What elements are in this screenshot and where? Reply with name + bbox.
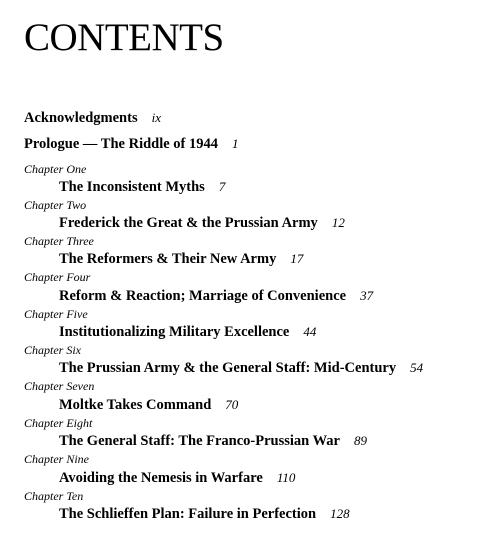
toc-entry-chapter-2 [59,214,345,232]
entry-page: ix [151,110,161,125]
entry-title: The Reformers & Their New Army [59,251,277,267]
toc-entry-chapter-7 [59,396,238,414]
page-title: CONTENTS [24,16,224,59]
entry-page: 37 [360,288,374,303]
entry-page: 12 [331,215,345,230]
chapter-label: Chapter Two [24,198,87,212]
entry-title: Prologue — The Riddle of 1944 [24,136,219,152]
toc-entry-chapter-9 [59,469,295,487]
chapter-label: Chapter Ten [24,489,84,503]
chapter-label: Chapter Nine [24,452,89,466]
toc-entry-chapter-10 [59,505,350,523]
entry-page: 89 [354,433,367,448]
entry-title: Reform & Reaction; Marriage of Convenience [59,288,347,304]
toc-entry-chapter-5 [59,323,316,341]
entry-title: Frederick the Great & the Prussian Army [59,215,318,231]
toc-entry-chapter-4 [59,287,373,305]
entry-page: 70 [225,397,239,412]
entry-page: 17 [290,251,304,266]
toc-entry-acknowledgments [24,109,161,127]
toc-entry-chapter-6 [59,359,423,377]
entry-page: 128 [330,506,350,521]
toc-entry-prologue [24,135,239,153]
entry-title: The Prussian Army & the General Staff: Mid-Century [59,360,397,376]
chapter-label: Chapter Eight [24,416,93,430]
entry-page: 110 [276,470,296,485]
entry-page: 7 [218,179,226,194]
entry-title: Avoiding the Nemesis in Warfare [59,470,263,486]
entry-title: Institutionalizing Military Excellence [59,324,290,340]
entry-title: Acknowledgments [24,110,138,126]
entry-page: 54 [410,360,424,375]
chapter-label: Chapter Three [24,234,94,248]
chapter-label: Chapter Seven [24,379,95,393]
entry-title: The Inconsistent Myths [59,179,205,195]
toc-entry-chapter-1 [59,178,225,196]
entry-page: 1 [232,136,239,151]
chapter-label: Chapter Four [24,270,91,284]
entry-title: Moltke Takes Command [59,397,212,413]
toc-entry-chapter-3 [59,250,303,268]
toc-entry-chapter-8 [59,432,367,450]
entry-title: The Schlieffen Plan: Failure in Perfection [59,506,317,522]
chapter-label: Chapter One [24,162,87,176]
chapter-label: Chapter Six [24,343,81,357]
entry-title: The General Staff: The Franco-Prussian War [59,433,340,449]
entry-page: 44 [303,324,317,339]
chapter-label: Chapter Five [24,307,88,321]
